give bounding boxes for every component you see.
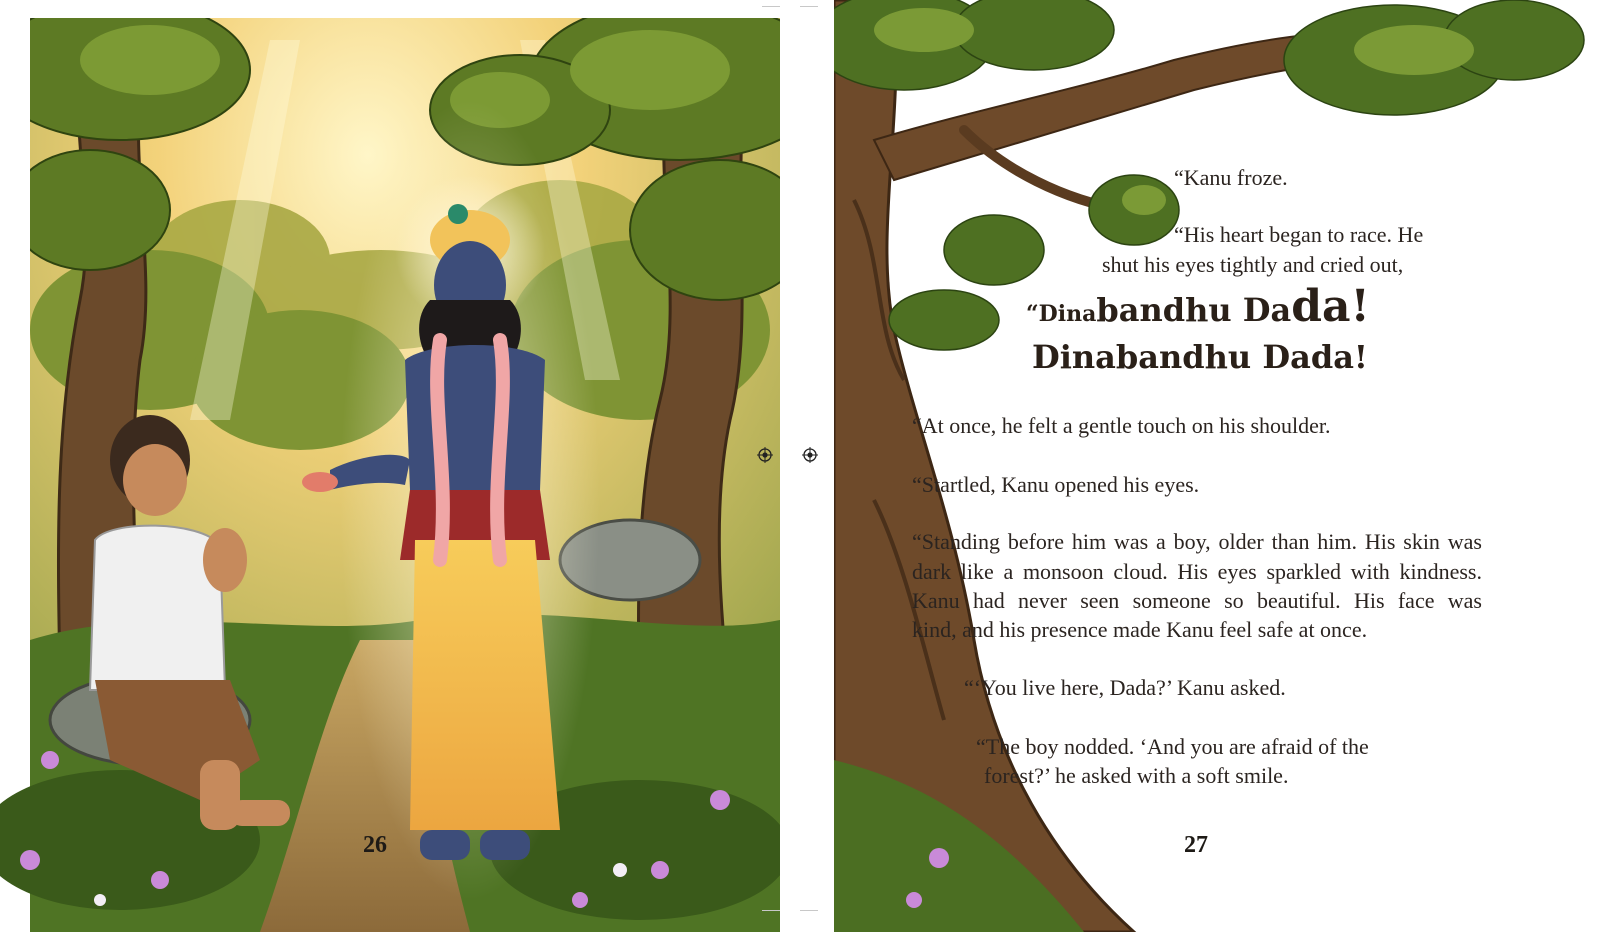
paragraph-opened-eyes: “Startled, Kanu opened his eyes. [912, 472, 1200, 497]
paragraph-kanu-froze: “Kanu froze. [1174, 165, 1288, 190]
registration-mark-right [802, 447, 818, 463]
cry-line-2: Dinabandhu Dada! [1032, 338, 1368, 376]
paragraph-boy-nodded-line1: “The boy nodded. ‘And you are afraid of the [976, 734, 1369, 759]
paragraph-boy-description-line2: dark like a monsoon cloud. His eyes sparkled with kindness. [912, 559, 1482, 584]
crop-mark [800, 6, 818, 7]
forest-illustration [0, 0, 780, 932]
paragraph-heart-race-line2: shut his eyes tightly and cried out, [1102, 252, 1404, 277]
paragraph-boy-description-line3: Kanu had never seen someone so beautiful. His face was [912, 588, 1482, 613]
crop-mark [762, 6, 780, 7]
paragraph-boy-description-line1: “Standing before him was a boy, older than him. His skin was [912, 529, 1482, 554]
crop-mark [800, 910, 818, 911]
gutter [780, 0, 834, 932]
paragraph-you-live-here: “‘You live here, Dada?’ Kanu asked. [964, 675, 1286, 700]
paragraph-boy-description-line4: kind, and his presence made Kanu feel safe at once. [912, 617, 1368, 642]
registration-mark-left [757, 447, 773, 463]
tree-border-illustration [834, 0, 1600, 932]
page-number-left: 26 [363, 832, 387, 858]
paragraph-heart-race-line1: “His heart began to race. He [1174, 222, 1424, 247]
left-page [0, 0, 780, 932]
right-page [834, 0, 1600, 932]
cry-line-1: “Dinabandhu Dada! [1026, 281, 1370, 332]
crop-mark [762, 910, 780, 911]
page-number-right: 27 [1184, 832, 1208, 858]
paragraph-gentle-touch: “At once, he felt a gentle touch on his shoulder. [912, 413, 1331, 438]
paragraph-boy-nodded-line2: forest?’ he asked with a soft smile. [984, 763, 1289, 788]
